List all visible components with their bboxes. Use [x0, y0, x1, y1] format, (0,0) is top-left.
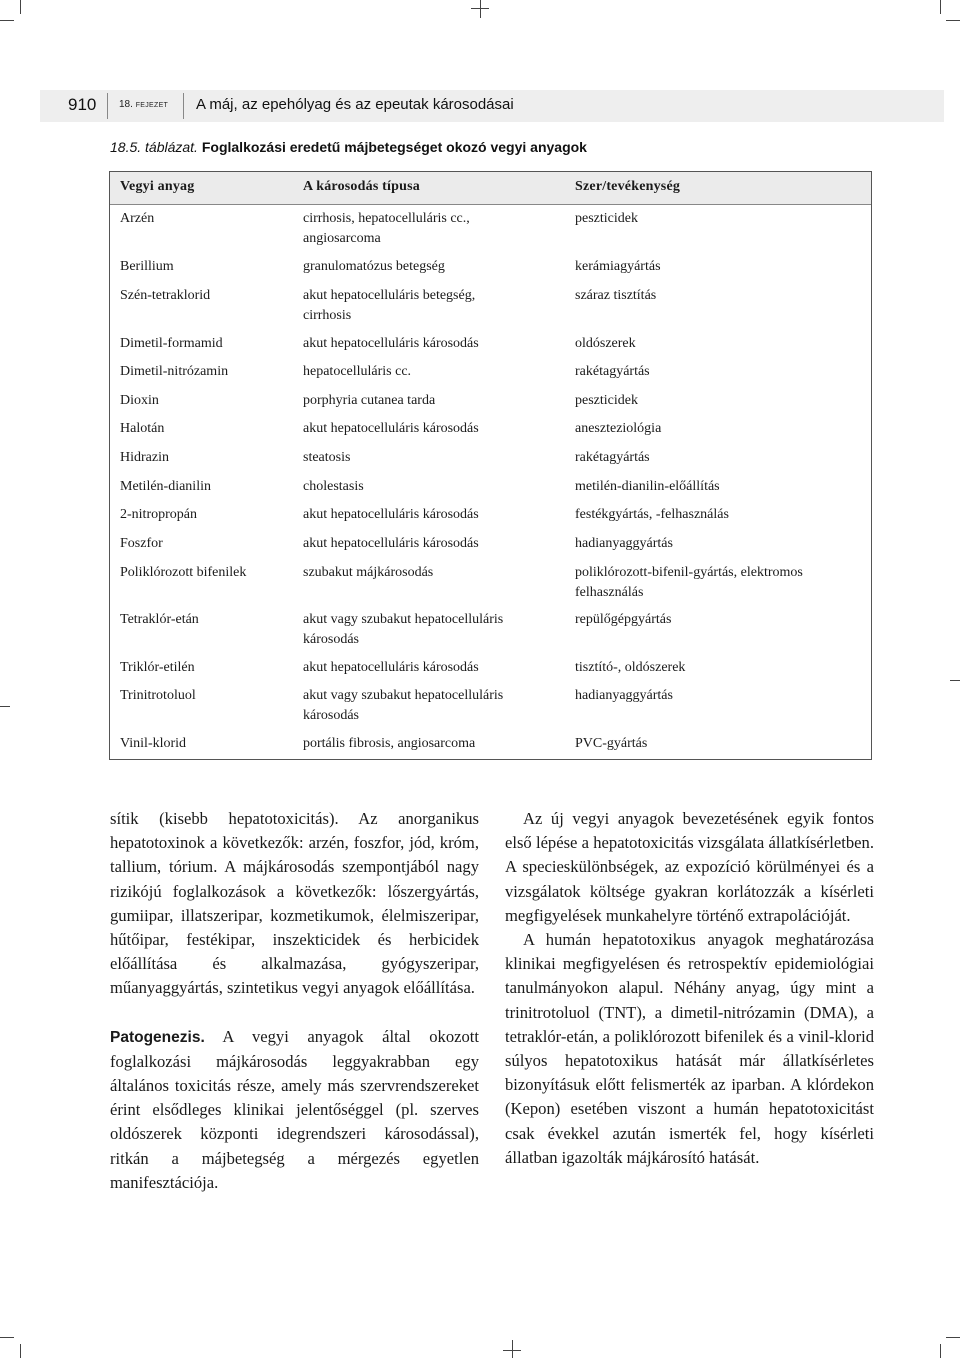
- cell-activity: peszticidek: [575, 211, 638, 226]
- cell-activity: rakétagyártás: [575, 364, 650, 379]
- header-divider: [183, 93, 184, 119]
- cell-damage: akut hepatocelluláris károsodás: [303, 660, 479, 675]
- cell-damage: portális fibrosis, angiosarcoma: [303, 736, 476, 751]
- cell-activity: repülőgépgyártás: [575, 612, 672, 627]
- crop-mark: [946, 20, 960, 21]
- cell-activity: poliklórozott-bifenil-gyártás, elektromos felhasználás: [575, 565, 803, 600]
- cell-substance: Halotán: [120, 421, 165, 436]
- cell-damage: akut hepatocelluláris betegség, cirrhosis: [303, 288, 476, 323]
- cell-activity: hadianyaggyártás: [575, 536, 673, 551]
- crop-mark: [471, 8, 489, 9]
- cell-damage: steatosis: [303, 450, 351, 465]
- cell-activity: PVC-gyártás: [575, 736, 648, 751]
- crop-mark: [946, 1337, 960, 1338]
- paragraph-text: A vegyi anyagok által okozott foglalkozási májkárosodás leggyakrabban egy általános toxicitás része, amely más szervrendszereket érint elsődleges klinikai jelentőséggel (pl. szerves oldószerek központi idegrendszeri károsodással), ritkán a májbetegség a mérgezés egyetlen manifesztációja.: [110, 1026, 480, 1192]
- cell-activity: metilén-dianilin-előállítás: [575, 479, 720, 494]
- cell-substance: Dioxin: [120, 393, 159, 408]
- crop-mark: [950, 680, 960, 681]
- cell-damage: akut hepatocelluláris károsodás: [303, 536, 479, 551]
- cell-substance: Arzén: [120, 211, 155, 226]
- cell-damage: hepatocelluláris cc.: [303, 364, 412, 379]
- section-heading-patogenezis: Patogenezis.: [110, 1028, 205, 1046]
- cell-damage: akut hepatocelluláris károsodás: [303, 421, 479, 436]
- chapter-number: 18.: [119, 99, 133, 110]
- cell-damage: granulomatózus betegség: [303, 259, 445, 274]
- paragraph: [110, 1025, 479, 1195]
- paragraph: sítik (kisebb hepatotoxicitás). Az anorganikus hepatotoxinok a következők: arzén, foszfor, jód, króm, tallium, tórium. A májkárosodás szempontjából nagy rizikójú foglalkozások a következők: lőszergyártás, gumiipar, illatszeripar, kozmetikumok, élelmiszeripar, hűtőipar, festékipar, inszekticidek és herbicidek előállítása és alkalmazása, gyógyszeripar, műanyaggyártás, szintetikus vegyi anyagok előállítása.: [110, 809, 479, 998]
- cell-activity: tisztító-, oldószerek: [575, 660, 686, 675]
- cell-activity: kerámiagyártás: [575, 259, 661, 274]
- cell-substance: Vinil-klorid: [120, 736, 187, 751]
- paragraph: Az új vegyi anyagok bevezetésének egyik fontos első lépése a hepatotoxicitás vizsgálata állatkísérletben. A specieskülönbségek, az expozíció körülményei és a vizsgálatok költsége gyakran korlátozzák a kísérleti megfigyelések munkahelyre történő extrapolációját.: [505, 809, 874, 925]
- cell-substance: Trinitrotoluol: [120, 688, 196, 703]
- cell-damage: porphyria cutanea tarda: [303, 393, 436, 408]
- body-column-left: [110, 807, 479, 1195]
- crop-mark: [512, 1340, 513, 1358]
- cell-damage: akut hepatocelluláris károsodás: [303, 336, 479, 351]
- cell-substance: Dimetil-nitrózamin: [120, 364, 229, 379]
- chapter-marker: [119, 99, 168, 110]
- crop-mark: [20, 0, 21, 14]
- cell-activity: száraz tisztítás: [575, 288, 657, 303]
- cell-damage: szubakut májkárosodás: [303, 565, 434, 580]
- cell-damage: akut vagy szubakut hepatocelluláris károsodás: [303, 688, 504, 723]
- cell-damage: cirrhosis, hepatocelluláris cc., angiosarcoma: [303, 211, 470, 246]
- cell-substance: 2-nitropropán: [120, 507, 197, 522]
- cell-damage: cholestasis: [303, 479, 364, 494]
- cell-substance: Foszfor: [120, 536, 163, 551]
- table-header-row: [110, 172, 871, 205]
- cell-substance: Berillium: [120, 259, 174, 274]
- table-header-substance: Vegyi anyag: [120, 179, 195, 194]
- cell-substance: Szén-tetraklorid: [120, 288, 211, 303]
- paragraph: A humán hepatotoxikus anyagok meghatározása klinikai megfigyelésen és retrospektív epidemiológiai tanulmányokon alapul. Néhány anyag, úgy mint a trinitrotoluol (TNT), a dimetil-nitrózamin (DMA), a tetraklór-etán, a poliklórozott bifenilek és a vinil-klorid súlyos hepatotoxikus hatását már állatkísérletes bizonyításuk előtt felismerték az iparban. A klórdekon (Kepon) esetében viszont a humán hepatotoxicitást csak évekkel azután ismerték fel, hogy kísérleti állatban igazolták májkárosító hatását.: [505, 930, 874, 1167]
- cell-substance: Hidrazin: [120, 450, 169, 465]
- crop-mark: [0, 1337, 14, 1338]
- substances-table: [109, 171, 872, 760]
- cell-damage: akut hepatocelluláris károsodás: [303, 507, 479, 522]
- chapter-label: FEJEZET: [135, 102, 169, 109]
- cell-activity: rakétagyártás: [575, 450, 650, 465]
- crop-mark: [940, 1344, 941, 1358]
- table-caption: [110, 139, 587, 155]
- table-caption-title: Foglalkozási eredetű májbetegséget okozó vegyi anyagok: [201, 139, 587, 155]
- cell-activity: aneszteziológia: [575, 421, 662, 436]
- cell-activity: festékgyártás, -felhasználás: [575, 507, 729, 522]
- cell-activity: hadianyaggyártás: [575, 688, 673, 703]
- cell-damage: akut vagy szubakut hepatocelluláris károsodás: [303, 612, 504, 647]
- cell-substance: Triklór-etilén: [120, 660, 195, 675]
- table-header-activity: Szer/tevékenység: [575, 179, 681, 194]
- crop-mark: [20, 1344, 21, 1358]
- cell-substance: Tetraklór-etán: [120, 612, 199, 627]
- table-caption-label: 18.5. táblázat.: [110, 139, 198, 155]
- crop-mark: [940, 0, 941, 14]
- page-number: 910: [68, 95, 97, 114]
- crop-mark: [480, 0, 481, 18]
- cell-substance: Dimetil-formamid: [120, 336, 223, 351]
- cell-activity: peszticidek: [575, 393, 638, 408]
- header-divider: [107, 93, 108, 119]
- body-column-right: [505, 807, 874, 1170]
- crop-mark: [0, 20, 14, 21]
- table-header-damage: A károsodás típusa: [303, 179, 420, 194]
- cell-activity: oldószerek: [575, 336, 636, 351]
- cell-substance: Metilén-dianilin: [120, 479, 211, 494]
- crop-mark: [0, 706, 10, 707]
- cell-substance: Poliklórozott bifenilek: [120, 565, 247, 580]
- crop-mark: [503, 1350, 521, 1351]
- running-header-title: A máj, az epehólyag és az epeutak károsodásai: [196, 96, 514, 113]
